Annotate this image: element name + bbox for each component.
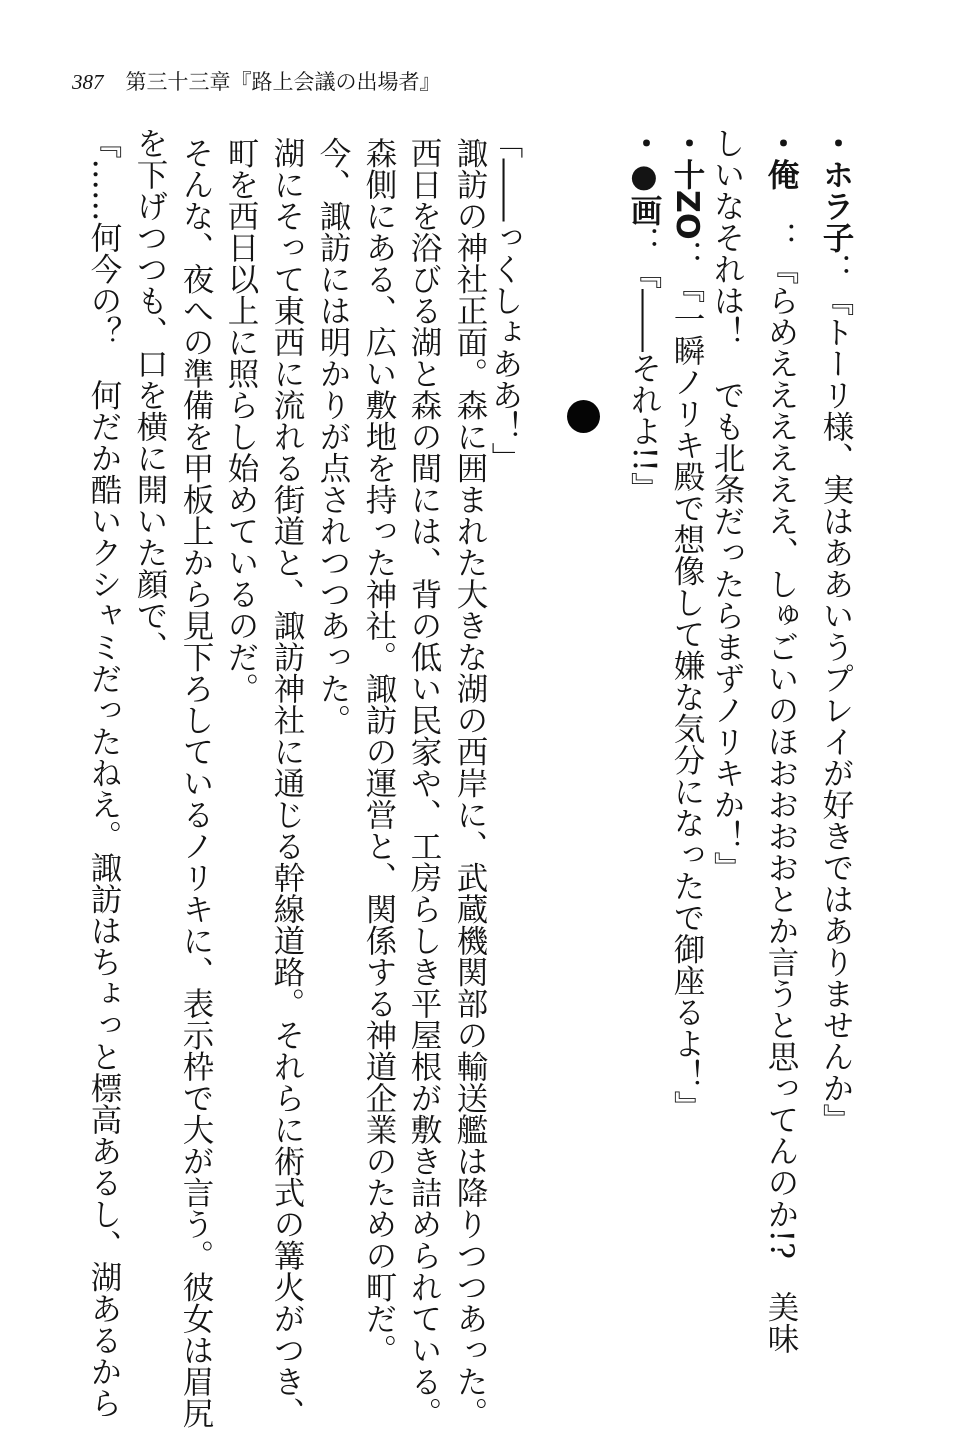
narrative-line [450,137,490,1429]
narrative-text: 「――っくしょああ！」 [487,127,523,474]
dialogue-line-juzo [667,127,707,1122]
dialogue-text: ：『――それよ!!』 [626,226,662,504]
dialogue-text: ：『一瞬ノリキ殿で想像して嫌な気分になったで御座るよ！』 [669,239,705,1122]
narrative-text: 西日を浴びる湖と森の間には、背の低い民家や、工房らしき平屋根が敷き詰められている。 [406,137,442,1429]
dialogue-text: しいなそれは！ でも北条だったらまずノリキか！』 [709,127,745,883]
dialogue-line-horako [816,127,856,1135]
bullet: ・ [818,127,854,159]
dialogue-line-ore [761,127,801,1354]
narrative-text: を下げつつも、口を横に開いた顔で、 [132,127,168,663]
narrative-text: 『……何今の？ 何だか酷いクシャミだったねえ。諏訪はちょっと標高あるし、湖あるから [86,127,122,1419]
narrative-line [221,137,261,704]
dialogue-text: ：『トーリ様、実はああいうプレイが好きではありませんか』 [818,253,854,1135]
section-break-dot [567,400,600,433]
dialogue-line-ore-continued [707,127,747,883]
dialogue-text: ：『らめええええええ、しゅごいのほおおおおとか言うと思ってんのか!? 美味 [763,190,799,1354]
narrative-line [176,137,216,1429]
speaker-name: 俺 [763,158,799,190]
bullet: ・ [626,127,662,159]
speaker-name: ホラ子 [818,158,854,253]
narrative-text: 町を西日以上に照らし始めているのだ。 [223,137,259,704]
narrative-text: 今、諏訪には明かりが点されつつあった。 [315,137,351,736]
page-number: 387 [72,70,104,94]
narrative-text: 湖にそって東西に流れる街道と、諏訪神社に通じる幹線道路。それらに術式の篝火がつき、 [269,137,305,1429]
narrative-line [404,137,444,1429]
dialogue-line-ga [624,127,664,503]
narrative-text: 諏訪の神社正面。森に囲まれた大きな湖の西岸に、武蔵機関部の輸送艦は降りつつあった。 [452,137,488,1429]
narrative-line [485,127,525,474]
speaker-name: 十ZO [669,158,705,240]
narrative-line [267,137,307,1429]
running-header [72,66,441,96]
narrative-line [130,127,170,663]
narrative-text: そんな、夜への準備を甲板上から見下ろしているノリキに、表示枠で大が言う。彼女は眉尻 [178,137,214,1429]
bullet: ・ [669,127,705,159]
chapter-title: 第三十三章『路上会議の出場者』 [125,70,441,94]
bullet: ・ [763,127,799,159]
speaker-name: ●画 [626,158,662,226]
narrative-line [84,127,124,1419]
narrative-line [359,137,399,1366]
narrative-line [313,137,353,736]
narrative-text: 森側にある、広い敷地を持った神社。諏訪の運営と、関係する神道企業のための町だ。 [361,137,397,1366]
